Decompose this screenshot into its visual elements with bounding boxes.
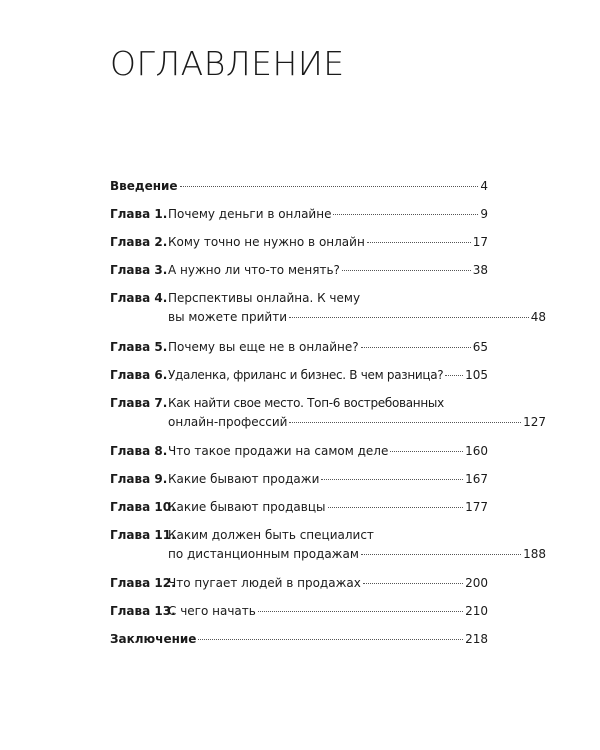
toc-entry-title: Какие бывают продавцы [168, 500, 326, 514]
dot-leader [289, 317, 529, 318]
dot-leader [258, 611, 463, 612]
toc-entry-chapter-2[interactable] [110, 233, 488, 252]
toc-entry-chapter-7[interactable] [110, 394, 546, 432]
toc-entry-title-line1: Перспективы онлайна. К чему [168, 291, 361, 305]
dot-leader [289, 422, 521, 423]
toc-page-number: 200 [465, 576, 488, 590]
toc-entry-label: Глава 7. [110, 396, 168, 410]
toc-entry-title-line2: по дистанционным продажам [168, 547, 359, 561]
toc-entry-chapter-1[interactable] [110, 205, 488, 224]
toc-page-number: 188 [523, 547, 546, 561]
toc-entry-intro[interactable] [110, 177, 488, 196]
dot-leader [333, 214, 478, 215]
dot-leader [321, 479, 463, 480]
toc-entry-title-line2: онлайн-профессий [168, 415, 288, 429]
toc-entry-title-line1: Каким должен быть специалист [168, 528, 374, 542]
toc-entry-chapter-13[interactable] [110, 602, 488, 621]
toc-page-number: 9 [480, 207, 488, 221]
toc-entry-label: Глава 10. [110, 500, 176, 514]
toc-entry-chapter-11[interactable] [110, 526, 546, 564]
toc-page-number: 127 [523, 415, 546, 429]
toc-entry-chapter-3[interactable] [110, 261, 488, 280]
dot-leader [198, 639, 463, 640]
toc-entry-label: Глава 3. [110, 263, 168, 277]
dot-leader [390, 451, 463, 452]
toc-entry-chapter-5[interactable] [110, 338, 488, 357]
toc-entry-label: Глава 4. [110, 291, 168, 305]
toc-page-number: 105 [465, 368, 488, 382]
toc-entry-title: Кому точно не нужно в онлайн [168, 235, 365, 249]
toc-page-number: 17 [472, 235, 488, 249]
toc-entry-outro[interactable] [110, 630, 488, 649]
toc-page-number: 65 [472, 340, 488, 354]
toc-entry-label: Глава 12. [110, 576, 176, 590]
dot-leader [445, 375, 463, 376]
toc-entry-label: Глава 1. [110, 207, 168, 221]
toc-entry-title: Что такое продажи на самом деле [168, 444, 389, 458]
toc-entry-label: Заключение [110, 632, 197, 646]
toc-entry-title: С чего начать [168, 604, 256, 618]
dot-leader [361, 347, 471, 348]
toc-page-number: 4 [480, 179, 488, 193]
toc-page-number: 210 [465, 604, 488, 618]
toc-entry-label: Глава 5. [110, 340, 168, 354]
toc-entry-chapter-6[interactable] [110, 366, 488, 385]
dot-leader [363, 583, 463, 584]
dot-leader [342, 270, 471, 271]
toc-entry-label: Глава 6. [110, 368, 168, 382]
toc-page-number: 218 [465, 632, 488, 646]
toc-page-number: 160 [465, 444, 488, 458]
toc-page-number: 38 [472, 263, 488, 277]
toc-entry-title: Почему деньги в онлайне [168, 207, 332, 221]
toc-entry-chapter-9[interactable] [110, 470, 488, 489]
dot-leader [367, 242, 471, 243]
toc-entry-label: Глава 2. [110, 235, 168, 249]
toc-entry-label: Глава 11. [110, 528, 176, 542]
dot-leader [180, 186, 479, 187]
toc-entry-title: Что пугает людей в продажах [168, 576, 361, 590]
toc-entry-chapter-10[interactable] [110, 498, 488, 517]
page-title: ОГЛАВЛЕНИЕ [110, 44, 345, 83]
toc-entry-label: Глава 8. [110, 444, 168, 458]
toc-entry-title: Удаленка, фриланс и бизнес. В чем разница? [168, 368, 444, 382]
toc-page-number: 48 [530, 310, 546, 324]
toc-entry-title-line1: Как найти свое место. Топ-6 востребованных [168, 396, 444, 410]
toc-entry-label: Глава 13. [110, 604, 176, 618]
toc-entry-title: Почему вы еще не в онлайне? [168, 340, 359, 354]
dot-leader [328, 507, 464, 508]
toc-entry-chapter-12[interactable] [110, 574, 488, 593]
toc-entry-chapter-4[interactable] [110, 289, 546, 327]
toc-entry-title-line2: вы можете прийти [168, 310, 287, 324]
toc-entry-title: А нужно ли что-то менять? [168, 263, 340, 277]
dot-leader [361, 554, 521, 555]
toc-entry-label: Глава 9. [110, 472, 168, 486]
toc-entry-label: Введение [110, 179, 178, 193]
toc-entry-chapter-8[interactable] [110, 442, 488, 461]
toc-page-number: 167 [465, 472, 488, 486]
toc-entry-title: Какие бывают продажи [168, 472, 320, 486]
toc-page-number: 177 [465, 500, 488, 514]
